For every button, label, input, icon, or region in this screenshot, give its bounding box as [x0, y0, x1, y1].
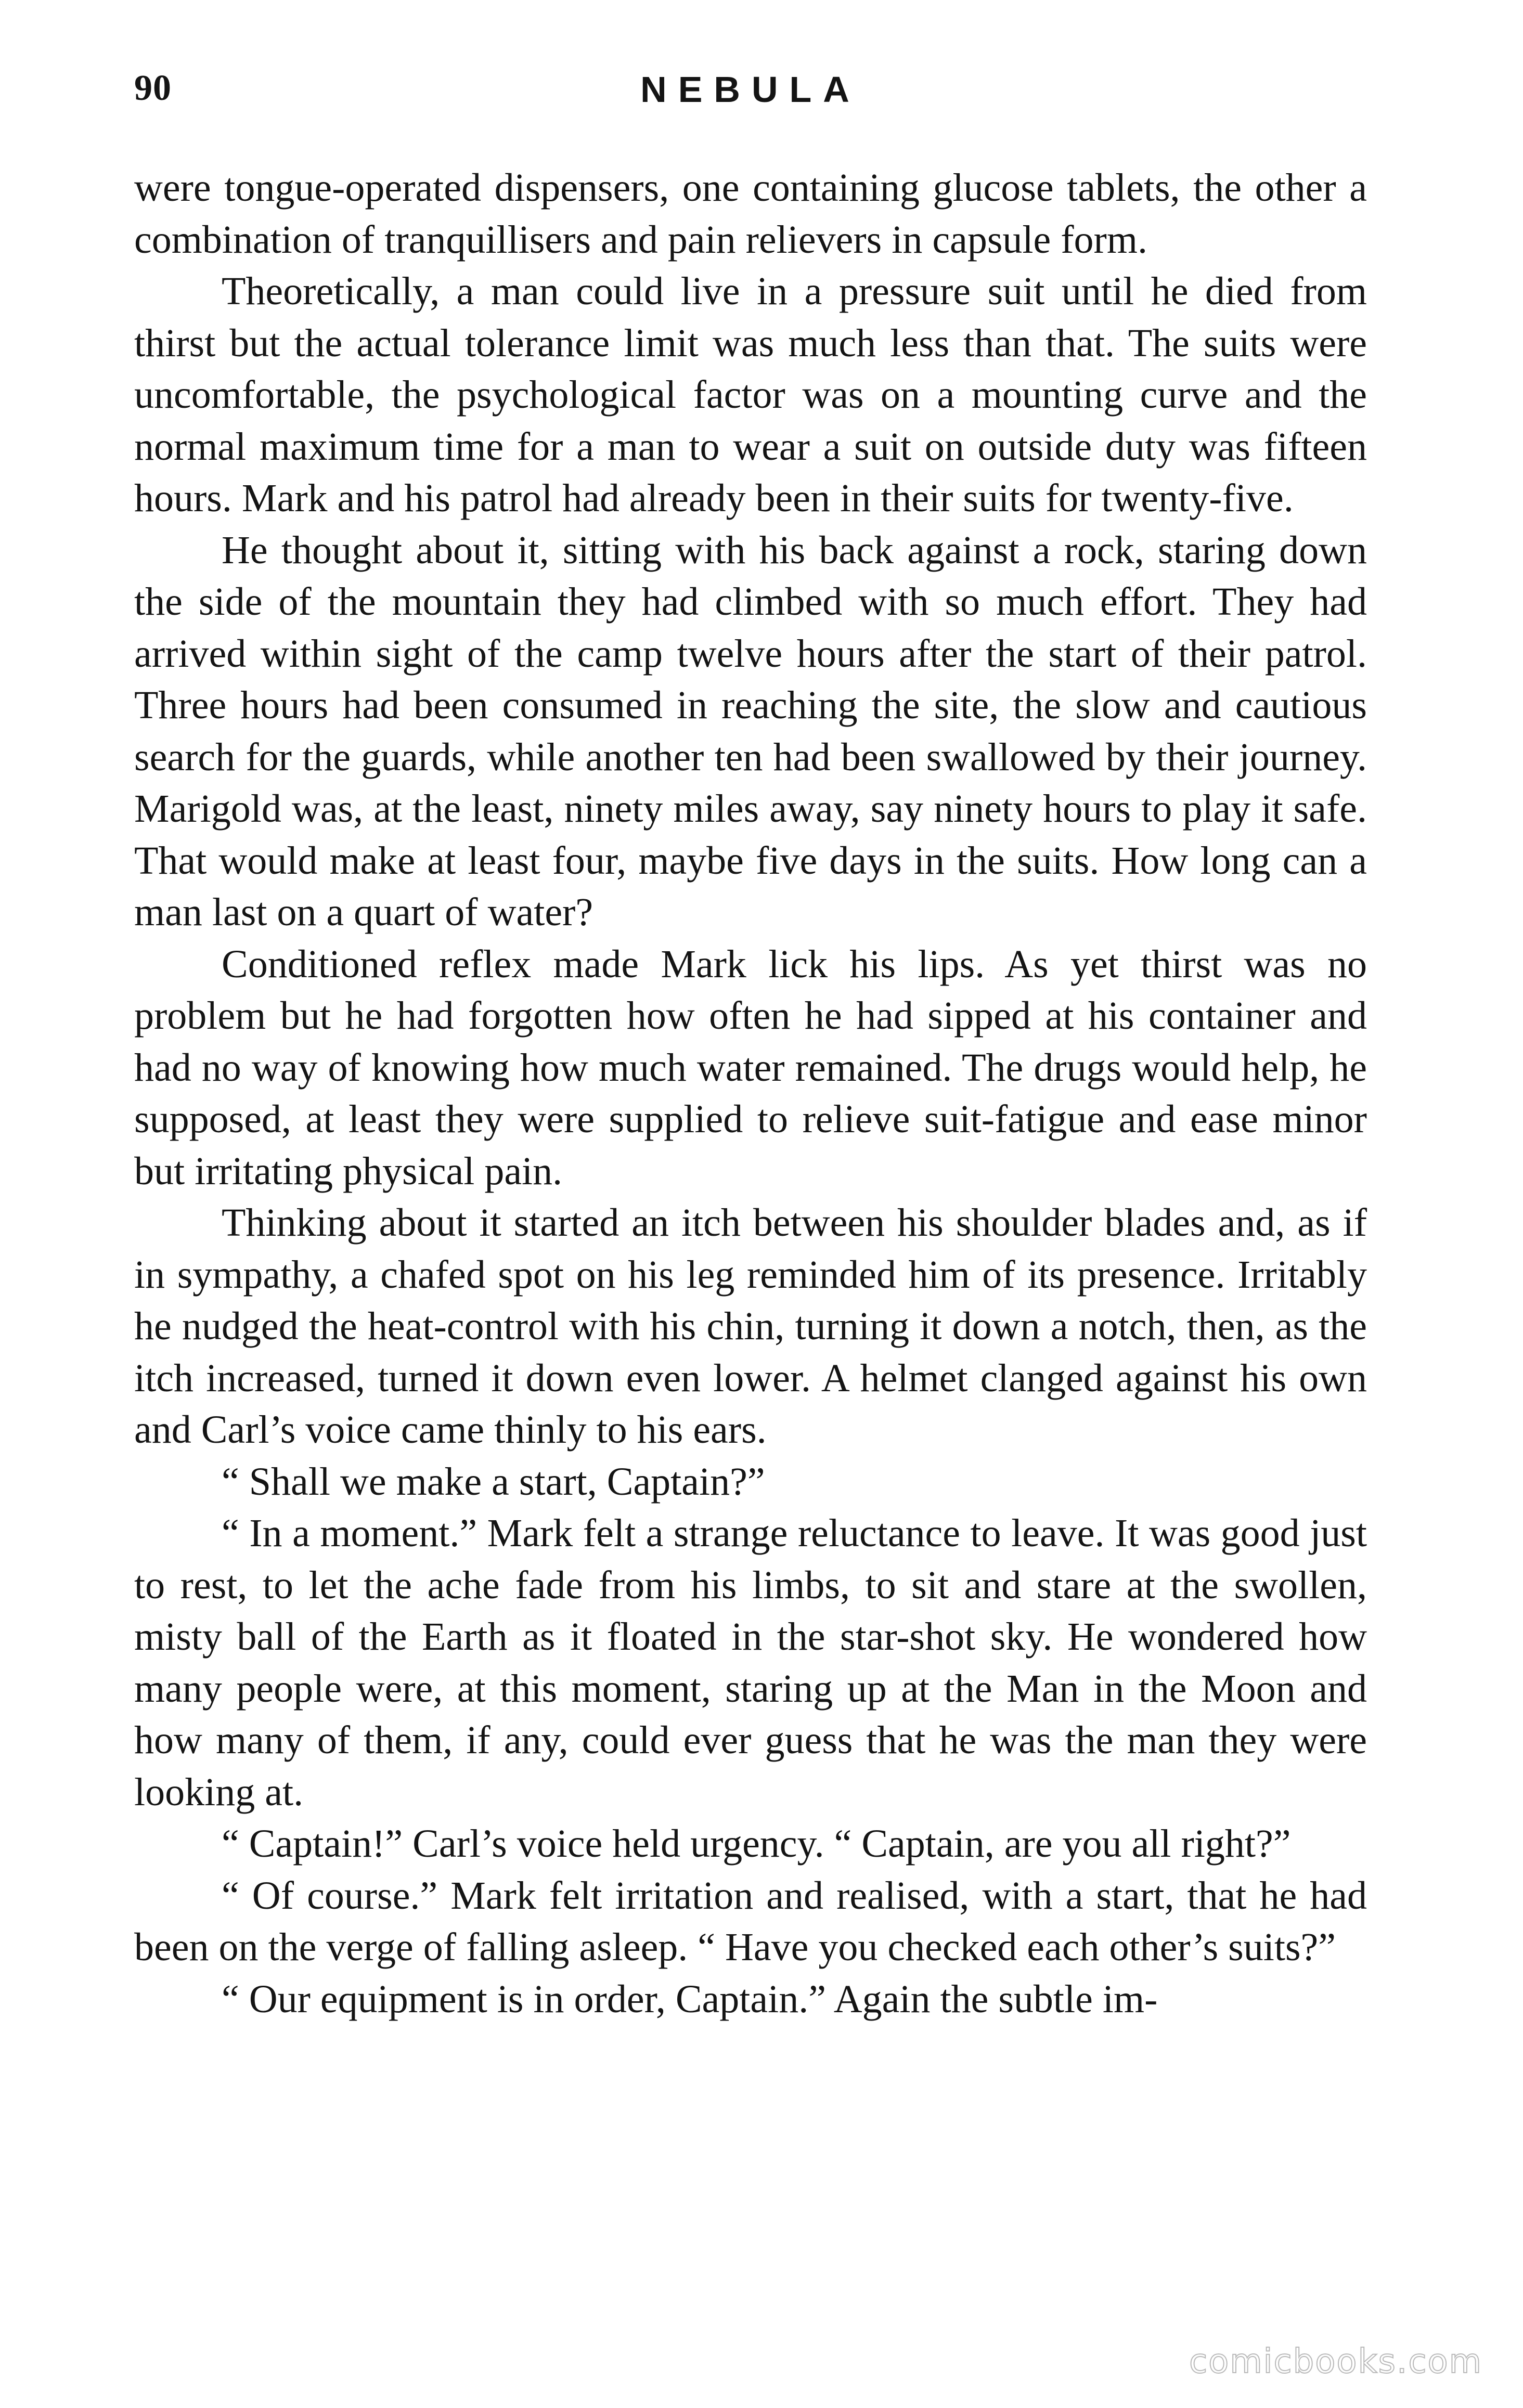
dialogue-paragraph: “ Captain!” Carl’s voice held urgency. “ Captain, are you all right?” [222, 1822, 1291, 1866]
dialogue-paragraph: “ Shall we make a start, Captain?” [222, 1459, 765, 1504]
running-title: NEBULA [640, 69, 861, 110]
paragraph-continuation: were tongue-operated dispensers, one containing glucose tablets, the other a combination of tranquillisers and pain relievers in capsule form. [134, 166, 1367, 262]
dialogue-paragraph: “ Of course.” Mark felt irritation and realised, with a start, that he had been on the verge of falling asleep. “ Have you checked each other’s suits?” [134, 1873, 1367, 1969]
paragraph: He thought about it, sitting with his back against a rock, staring down the side of the mountain they had climbed with so much effort. They had arrived within sight of the camp twelve hours after the start of their patrol. Three hours had been consumed in reaching the site, the slow and cautious search for the guards, while another ten had been swallowed by their journey. Marigold was, at the least, ninety miles away, say ninety hours to play it safe. That would make at least four, maybe five days in the suits. How long can a man last on a quart of water? [134, 528, 1367, 934]
page-header [134, 62, 1367, 120]
watermark: comicbooks.com [1189, 2342, 1482, 2381]
dialogue-paragraph: “ Our equipment is in order, Captain.” Again the subtle im- [222, 1977, 1158, 2021]
body-text [134, 162, 1367, 2025]
paragraph: Thinking about it started an itch between his shoulder blades and, as if in sympathy, a chafed spot on his leg reminded him of its presence. Irritably he nudged the heat-control with his chin, turning it down a notch, then, as the itch increased, turned it down even lower. A helmet clanged against his own and Carl’s voice came thinly to his ears. [134, 1201, 1367, 1452]
paragraph: Conditioned reflex made Mark lick his lips. As yet thirst was no problem but he had forgotten how often he had sipped at his container and had no way of knowing how much water remained. The drugs would help, he supposed, at least they were supplied to relieve suit-fatigue and ease minor but irritating physical pain. [134, 942, 1367, 1193]
page-number: 90 [134, 68, 172, 108]
dialogue-paragraph: “ In a moment.” Mark felt a strange reluctance to leave. It was good just to rest, to let the ache fade from his limbs, to sit and stare at the swollen, misty ball of the Earth as it floated in the star-shot sky. He wondered how many people were, at this moment, staring up at the Man in the Moon and how many of them, if any, could ever guess that he was the man they were looking at. [134, 1511, 1367, 1814]
paragraph: Theoretically, a man could live in a pressure suit until he died from thirst but the actual tolerance limit was much less than that. The suits were uncomfortable, the psychological factor was on a mounting curve and the normal maximum time for a man to wear a suit on outside duty was fifteen hours. Mark and his patrol had already been in their suits for twenty-five. [134, 269, 1367, 520]
